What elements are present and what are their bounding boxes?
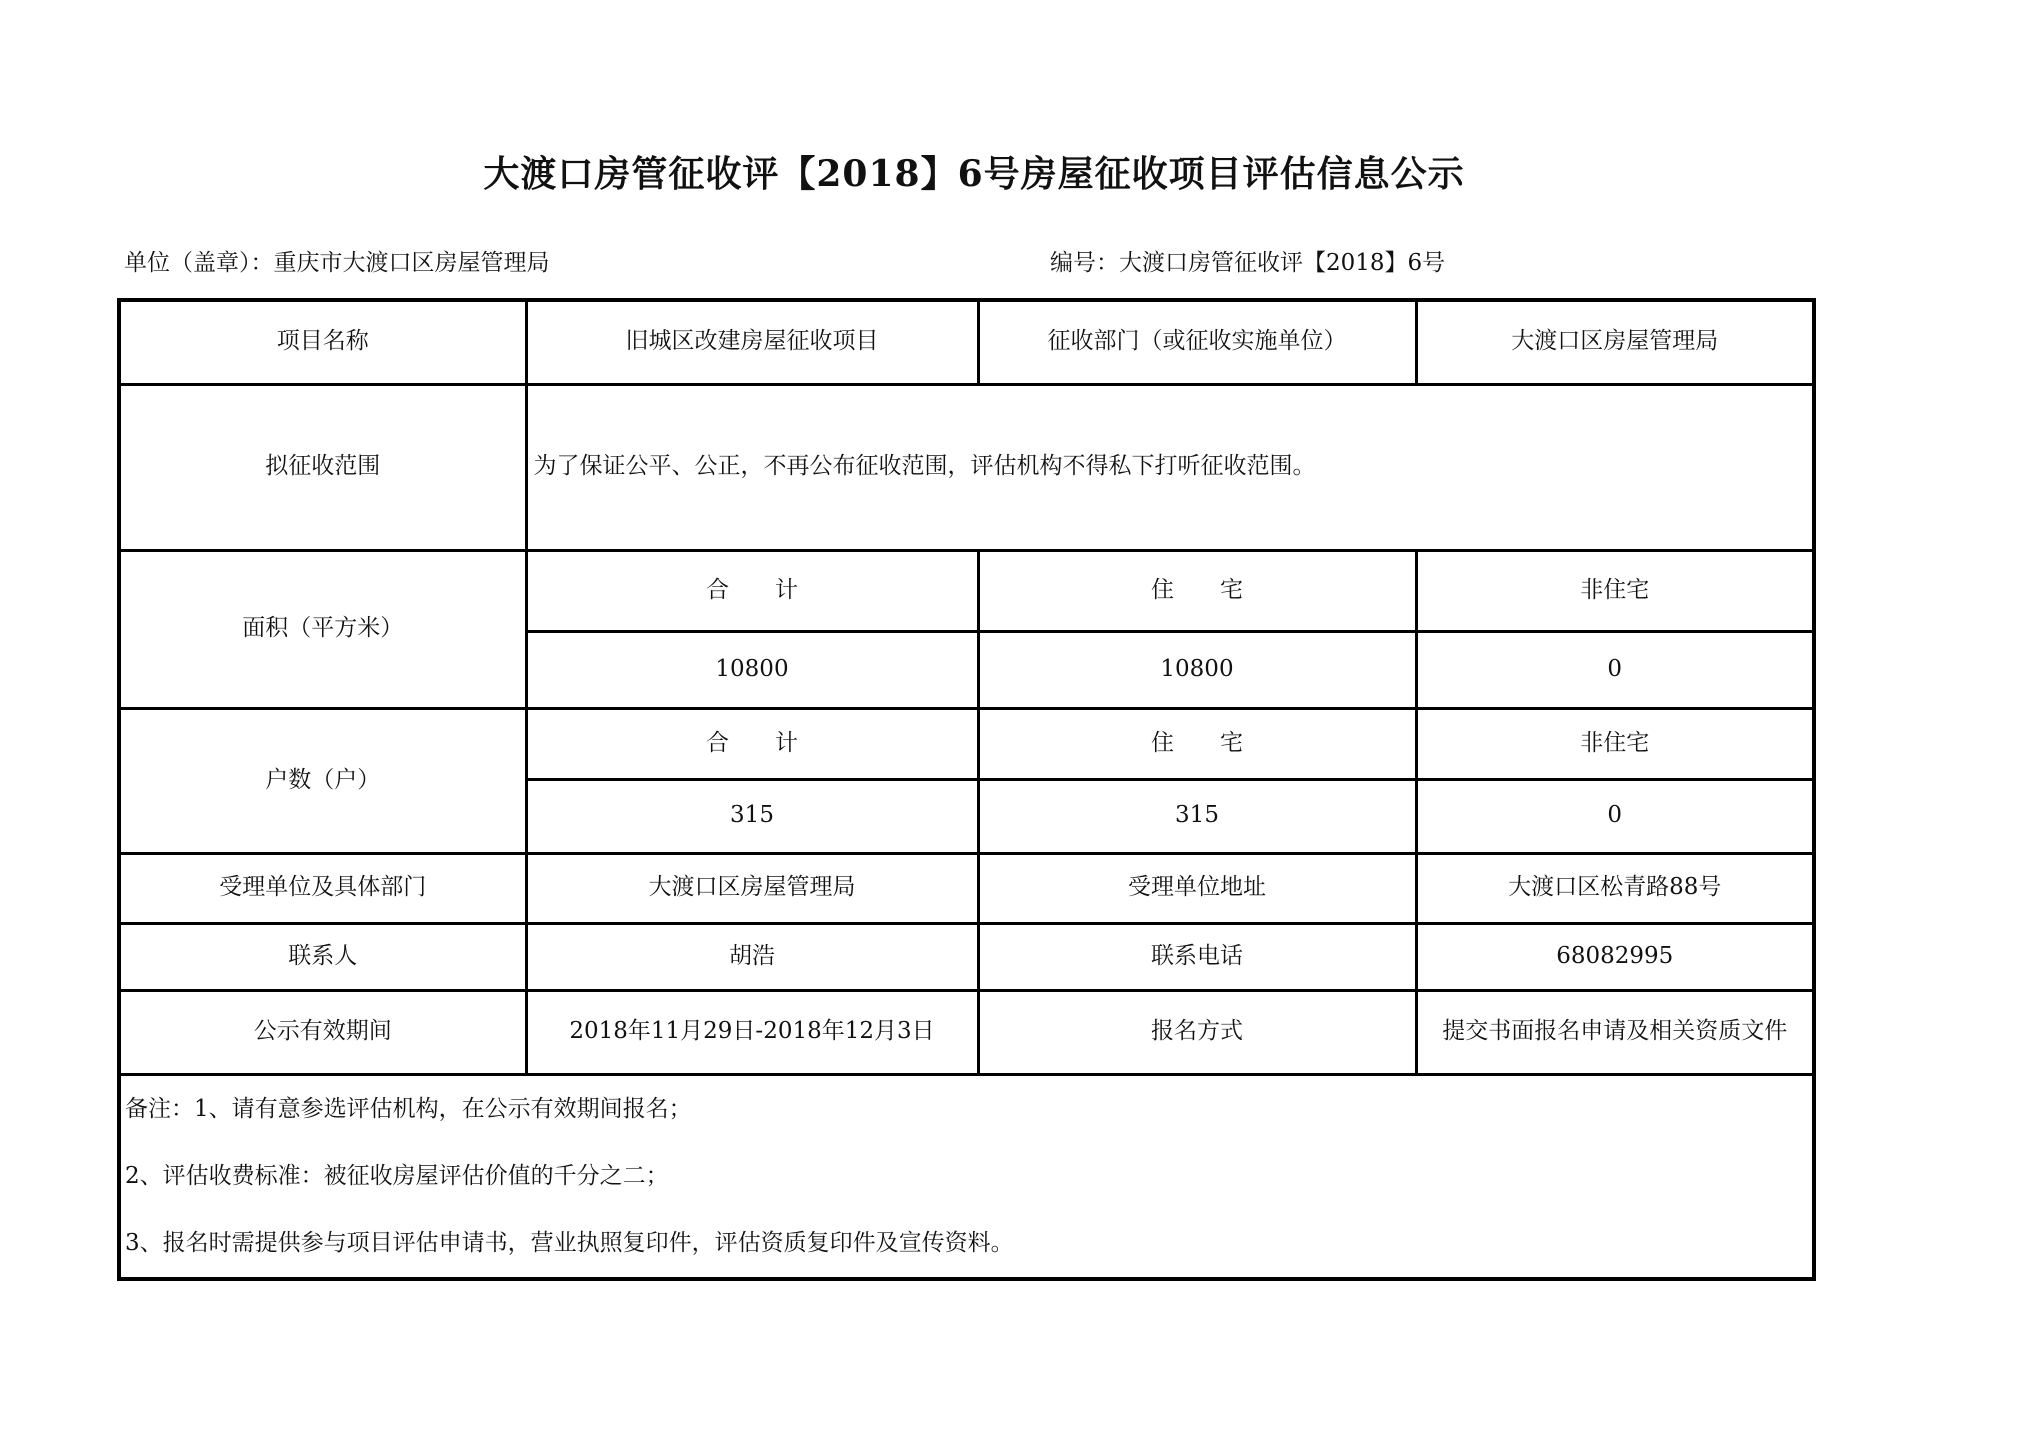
project-name-label: 项目名称 (119, 300, 526, 384)
phone-label: 联系电话 (978, 923, 1416, 990)
households-nonresidential-label: 非住宅 (1416, 708, 1814, 779)
signup-value: 提交书面报名申请及相关资质文件 (1416, 990, 1814, 1074)
households-total-value: 315 (526, 779, 978, 853)
scope-value: 为了保证公平、公正，不再公布征收范围，评估机构不得私下打听征收范围。 (526, 384, 1814, 550)
note-line: 3、报名时需提供参与项目评估申请书，营业执照复印件，评估资质复印件及宣传资料。 (125, 1229, 1014, 1256)
period-value: 2018年11月29日-2018年12月3日 (526, 990, 978, 1074)
row-notes (119, 1074, 1814, 1279)
area-total-label: 合 计 (526, 550, 978, 631)
dept-value: 大渡口区房屋管理局 (1416, 300, 1814, 384)
households-residential-value: 315 (978, 779, 1416, 853)
row-period (119, 990, 1814, 1074)
row-households-header (119, 708, 1814, 779)
households-nonresidential-value: 0 (1416, 779, 1814, 853)
accept-address-value: 大渡口区松青路88号 (1416, 853, 1814, 923)
note-line: 备注：1、请有意参选评估机构，在公示有效期间报名； (125, 1095, 692, 1122)
row-project-name (119, 300, 1814, 384)
households-label: 户数（户） (119, 708, 526, 853)
row-scope (119, 384, 1814, 550)
area-nonresidential-label: 非住宅 (1416, 550, 1814, 631)
accept-unit-label: 受理单位及具体部门 (119, 853, 526, 923)
area-nonresidential-value: 0 (1416, 631, 1814, 708)
row-area-header (119, 550, 1814, 631)
area-residential-value: 10800 (978, 631, 1416, 708)
area-residential-label: 住 宅 (978, 550, 1416, 631)
project-name-value: 旧城区改建房屋征收项目 (526, 300, 978, 384)
period-label: 公示有效期间 (119, 990, 526, 1074)
households-residential-label: 住 宅 (978, 708, 1416, 779)
notes-cell (119, 1074, 1814, 1279)
accept-address-label: 受理单位地址 (978, 853, 1416, 923)
accept-unit-value: 大渡口区房屋管理局 (526, 853, 978, 923)
scope-label: 拟征收范围 (119, 384, 526, 550)
contact-label: 联系人 (119, 923, 526, 990)
phone-value: 68082995 (1416, 923, 1814, 990)
note-line: 2、评估收费标准：被征收房屋评估价值的千分之二； (125, 1162, 669, 1189)
unit-line: 单位（盖章）：重庆市大渡口区房屋管理局 (124, 250, 550, 276)
dept-label: 征收部门（或征收实施单位） (978, 300, 1416, 384)
page-title: 大渡口房管征收评【2018】6号房屋征收项目评估信息公示 (483, 153, 1465, 195)
area-label: 面积（平方米） (119, 550, 526, 708)
row-contact (119, 923, 1814, 990)
document-number: 编号：大渡口房管征收评【2018】6号 (1050, 250, 1446, 276)
row-accept-unit (119, 853, 1814, 923)
contact-value: 胡浩 (526, 923, 978, 990)
area-total-value: 10800 (526, 631, 978, 708)
signup-label: 报名方式 (978, 990, 1416, 1074)
households-total-label: 合 计 (526, 708, 978, 779)
info-table (117, 298, 1816, 1281)
